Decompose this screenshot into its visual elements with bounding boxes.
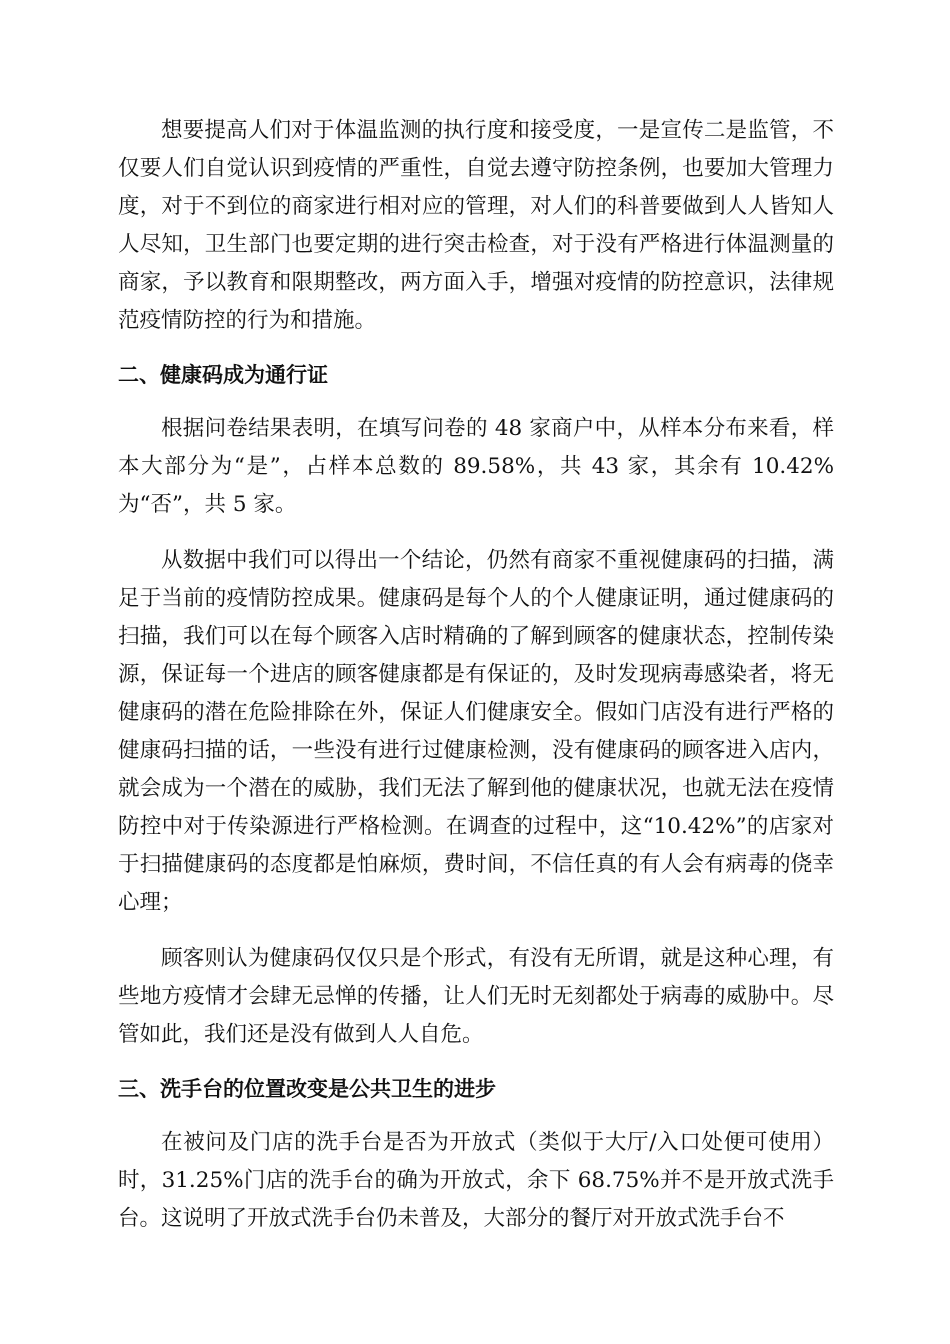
paragraph-survey-results: 根据问卷结果表明，在填写问卷的 48 家商户中，从样本分布来看，样本大部分为“是”，占样本总数的 89.58%，共 43 家，其余有 10.42% 为“否”，共 5 家。	[118, 416, 834, 517]
paragraph-temperature-monitoring: 想要提高人们对于体温监测的执行度和接受度，一是宣传二是监管，不仅要人们自觉认识到疫情的严重性，自觉去遵守防控条例，也要加大管理力度，对于不到位的商家进行相对应的管理，对人们的科普要做到人人皆知人人尽知，卫生部门也要定期的进行突击检查，对于没有严格进行体温测量的商家，予以教育和限期整改，两方面入手，增强对疫情的防控意识，法律规范疫情防控的行为和措施。	[118, 118, 834, 333]
section-heading-health-code: 二、健康码成为通行证	[118, 363, 328, 387]
section-heading-washbasin: 三、洗手台的位置改变是公共卫生的进步	[118, 1077, 496, 1101]
paragraph-health-code-analysis: 从数据中我们可以得出一个结论，仍然有商家不重视健康码的扫描，满足于当前的疫情防控成果。健康码是每个人的个人健康证明，通过健康码的扫描，我们可以在每个顾客入店时精确的了解到顾客的健康状态，控制传染源，保证每一个进店的顾客健康都是有保证的，及时发现病毒感染者，将无健康码的潜在危险排除在外，保证人们健康安全。假如门店没有进行严格的健康码扫描的话，一些没有进行过健康检测，没有健康码的顾客进入店内，就会成为一个潜在的威胁，我们无法了解到他的健康状况，也就无法在疫情防控中对于传染源进行严格检测。在调查的过程中，这“10.42%”的店家对于扫描健康码的态度都是怕麻烦，费时间，不信任真的有人会有病毒的侥幸心理；	[118, 548, 834, 915]
document-page	[118, 112, 834, 1256]
paragraph-customer-attitude: 顾客则认为健康码仅仅只是个形式，有没有无所谓，就是这种心理，有些地方疫情才会肆无忌惮的传播，让人们无时无刻都处于病毒的威胁中。尽管如此，我们还是没有做到人人自危。	[118, 946, 834, 1047]
paragraph-washbasin-survey: 在被问及门店的洗手台是否为开放式（类似于大厅/入口处便可使用）时，31.25%门店的洗手台的确为开放式，余下 68.75%并不是开放式洗手台。这说明了开放式洗手台仍未普及，大部分的餐厅对开放式洗手台不	[118, 1130, 834, 1231]
